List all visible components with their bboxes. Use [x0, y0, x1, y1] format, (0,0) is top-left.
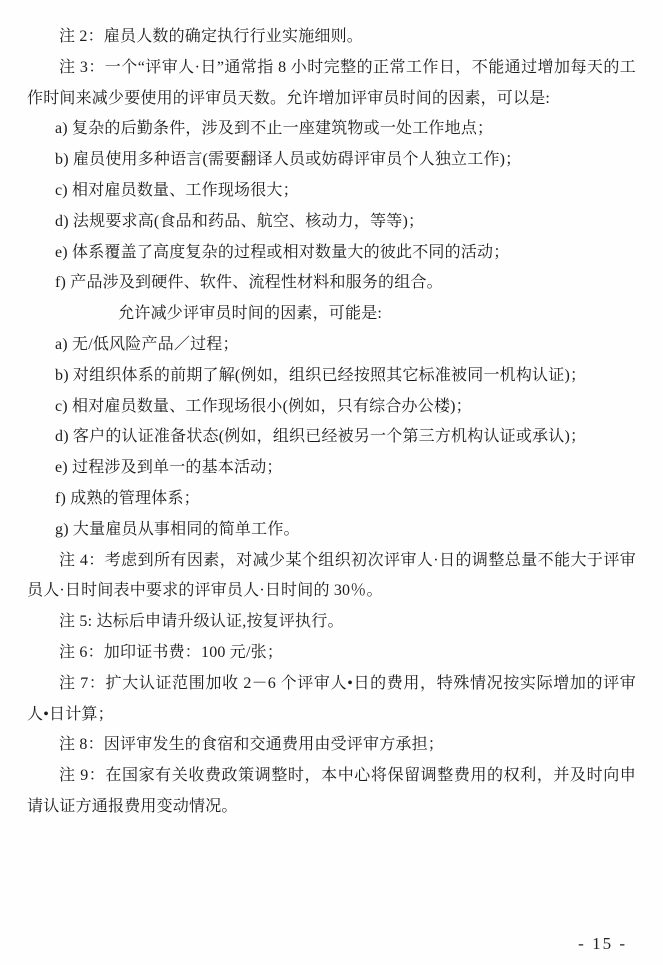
decrease-factor-item-d: d) 客户的认证准备状态(例如，组织已经被另一个第三方机构认证或承认)；	[55, 428, 587, 446]
increase-factor-item-a: a) 复杂的后勤条件，涉及到不止一座建筑物或一处工作地点；	[55, 120, 494, 138]
page-number: - 15 -	[578, 934, 627, 953]
decrease-factor-item-a: a) 无/低风险产品／过程；	[55, 335, 239, 353]
note-4: 注 4：考虑到所有因素，对减少某个组织初次评审人·日的调整总量不能大于评审员人·日时间表中要求的评审员人·日时间的 30％。	[27, 551, 636, 600]
note-8: 注 8：因评审发生的食宿和交通费用由受评审方承担；	[59, 736, 445, 754]
increase-factor-item-b: b) 雇员使用多种语言(需要翻译人员或妨碍评审员个人独立工作)；	[55, 151, 522, 169]
increase-factor-item-d: d) 法规要求高(食品和药品、航空、核动力，等等)；	[55, 212, 425, 230]
note-6: 注 6：加印证书费：100 元/张；	[59, 643, 284, 661]
document-body	[27, 22, 636, 823]
increase-factor-item-c: c) 相对雇员数量、工作现场很大；	[55, 181, 299, 199]
note-5: 注 5: 达标后申请升级认证,按复评执行。	[59, 613, 344, 631]
decrease-factor-item-e: e) 过程涉及到单一的基本活动；	[55, 459, 283, 477]
note-9: 注 9：在国家有关收费政策调整时，本中心将保留调整费用的权利，并及时向申请认证方通报费用变动情况。	[27, 767, 636, 815]
increase-factor-item-f: f) 产品涉及到硬件、软件、流程性材料和服务的组合。	[55, 274, 443, 292]
decrease-factors-lead-in: 允许减少评审员时间的因素，可能是:	[118, 305, 383, 323]
note-3: 注 3：一个“评审人·日”通常指 8 小时完整的正常工作日，不能通过增加每天的工作时间来减少要使用的评审员天数。允许增加评审员时间的因素，可以是:	[27, 58, 636, 107]
note-7: 注 7：扩大认证范围加收 2－6 个评审人•日的费用，特殊情况按实际增加的评审人•日计算；	[27, 674, 636, 723]
decrease-factor-item-g: g) 大量雇员从事相同的简单工作。	[55, 520, 300, 538]
decrease-factor-item-f: f) 成熟的管理体系；	[55, 489, 200, 507]
increase-factor-item-e: e) 体系覆盖了高度复杂的过程或相对数量大的彼此不同的活动；	[55, 243, 510, 261]
decrease-factor-item-b: b) 对组织体系的前期了解(例如，组织已经按照其它标准被同一机构认证)；	[55, 366, 587, 384]
note-2: 注 2：雇员人数的确定执行行业实施细则。	[59, 28, 364, 45]
decrease-factor-item-c: c) 相对雇员数量、工作现场很小(例如，只有综合办公楼)；	[55, 397, 472, 415]
